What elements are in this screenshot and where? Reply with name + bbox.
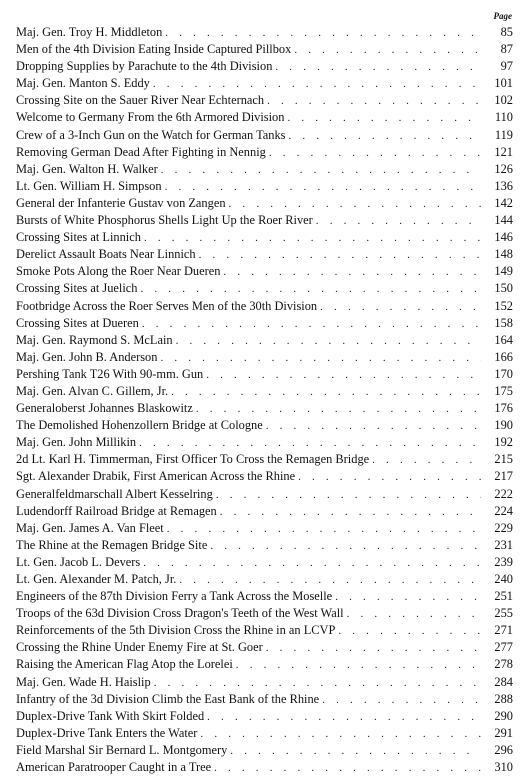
dot-leader — [322, 692, 481, 708]
entry-page-number: 152 — [494, 298, 513, 313]
entry-page-number: 190 — [494, 418, 513, 433]
list-item — [16, 178, 513, 195]
entry-title: Ludendorff Railroad Bridge at Remagen — [16, 503, 217, 518]
list-item — [16, 759, 513, 776]
list-item — [16, 400, 513, 417]
entry-title: Crew of a 3-Inch Gun on the Watch for German Tanks — [16, 127, 286, 142]
entry-page-number: 150 — [494, 281, 513, 296]
dot-leader — [266, 640, 481, 656]
list-item — [16, 742, 513, 759]
list-item — [16, 639, 513, 656]
dot-leader — [223, 264, 481, 280]
entry-title: General der Infanterie Gustav von Zangen — [16, 195, 226, 210]
dot-leader — [294, 42, 481, 58]
entry-page-number: 148 — [494, 247, 513, 262]
entry-title: Maj. Gen. James A. Van Fleet — [16, 520, 164, 535]
entry-title: Generaloberst Johannes Blaskowitz — [16, 401, 193, 416]
entry-title: Men of the 4th Division Eating Inside Captured Pillbox — [16, 42, 292, 57]
entry-title: Infantry of the 3d Division Climb the East Bank of the Rhine — [16, 691, 320, 706]
entry-title: Maj. Gen. John Millikin — [16, 435, 137, 450]
list-item — [16, 349, 513, 366]
dot-leader — [144, 230, 481, 246]
list-item — [16, 571, 513, 588]
entry-title: Lt. Gen. Jacob L. Devers — [16, 554, 141, 569]
list-item — [16, 58, 513, 75]
dot-leader — [320, 299, 481, 315]
entry-page-number: 101 — [494, 76, 513, 91]
dot-leader — [275, 59, 481, 75]
list-item — [16, 383, 513, 400]
dot-leader — [269, 145, 481, 161]
list-item — [16, 280, 513, 297]
entry-title: Crossing Sites at Juelich — [16, 281, 138, 296]
list-item — [16, 725, 513, 742]
dot-leader — [266, 418, 481, 434]
dot-leader — [176, 333, 481, 349]
entry-title: Lt. Gen. Alexander M. Patch, Jr. — [16, 572, 177, 586]
entry-page-number: 255 — [494, 606, 513, 621]
list-item — [16, 212, 513, 229]
entry-page-number: 215 — [494, 452, 513, 467]
dot-leader — [161, 162, 481, 178]
dot-leader — [160, 350, 481, 366]
list-item — [16, 127, 513, 144]
entry-title: Reinforcements of the 5th Division Cross the Rhine in an LCVP — [16, 623, 336, 638]
entry-page-number: 288 — [494, 691, 513, 706]
list-item — [16, 434, 513, 451]
dot-leader — [210, 538, 481, 554]
dot-leader — [230, 743, 481, 759]
list-item — [16, 263, 513, 280]
entry-title: Engineers of the 87th Division Ferry a Tank Across the Moselle — [16, 589, 333, 604]
dot-leader — [171, 384, 481, 400]
entry-title: The Demolished Hohenzollern Bridge at Cologne — [16, 418, 263, 433]
dot-leader — [216, 487, 481, 503]
dot-leader — [165, 179, 481, 195]
list-item — [16, 451, 513, 468]
entry-title: Lt. Gen. William H. Simpson — [16, 178, 162, 193]
entry-page-number: 85 — [500, 25, 513, 39]
dot-leader — [139, 435, 481, 451]
dot-leader — [220, 504, 481, 520]
entry-title: Footbridge Across the Roer Serves Men of the 30th Division — [16, 298, 318, 313]
entry-page-number: 119 — [494, 127, 513, 142]
entry-page-number: 97 — [500, 59, 513, 74]
entry-page-number: 126 — [494, 161, 513, 176]
dot-leader — [196, 401, 481, 417]
entry-title: Crossing Sites at Dueren — [16, 315, 139, 330]
entry-title: Maj. Gen. John B. Anderson — [16, 349, 158, 364]
list-item — [16, 246, 513, 263]
list-item — [16, 605, 513, 622]
list-item — [16, 298, 513, 315]
entry-title: Derelict Assault Boats Near Linnich — [16, 247, 196, 262]
entry-page-number: 224 — [494, 503, 513, 518]
list-item — [16, 366, 513, 383]
entry-title: Maj. Gen. Wade H. Haislip — [16, 674, 151, 689]
list-item — [16, 691, 513, 708]
dot-leader — [207, 709, 481, 725]
dot-leader — [153, 76, 481, 92]
entry-title: Maj. Gen. Alvan C. Gillem, Jr. — [16, 383, 169, 398]
list-item — [16, 92, 513, 109]
entry-title: Maj. Gen. Manton S. Eddy — [16, 76, 150, 91]
entry-page-number: 170 — [494, 366, 513, 381]
dot-leader — [338, 623, 481, 639]
entry-page-number: 240 — [494, 572, 513, 586]
dot-leader — [335, 589, 481, 605]
list-item — [16, 144, 513, 161]
entry-title: Maj. Gen. Raymond S. McLain — [16, 332, 173, 347]
dot-leader — [267, 93, 481, 109]
entry-page-number: 144 — [494, 213, 513, 228]
page-column-header: Page — [493, 11, 512, 21]
dot-leader — [165, 25, 481, 41]
dot-leader — [214, 760, 481, 776]
dot-leader — [236, 657, 481, 673]
list-item — [16, 708, 513, 725]
entry-page-number: 296 — [494, 742, 513, 757]
entry-page-number: 229 — [494, 520, 513, 535]
dot-leader — [347, 606, 481, 622]
entry-title: Bursts of White Phosphorus Shells Light Up the Roer River — [16, 213, 313, 228]
entry-page-number: 277 — [494, 640, 513, 655]
entry-page-number: 121 — [494, 144, 513, 159]
entry-page-number: 175 — [494, 383, 513, 398]
entry-page-number: 164 — [494, 332, 513, 347]
dot-leader — [289, 128, 481, 144]
entry-title: Welcome to Germany From the 6th Armored Division — [16, 110, 285, 125]
entry-page-number: 192 — [494, 435, 513, 450]
entry-page-number: 291 — [494, 725, 513, 740]
entry-page-number: 110 — [494, 110, 513, 125]
entry-title: Maj. Gen. Troy H. Middleton — [16, 25, 163, 39]
list-item — [16, 195, 513, 212]
dot-leader — [298, 469, 481, 485]
list-item — [16, 537, 513, 554]
entry-page-number: 136 — [494, 178, 513, 193]
entry-page-number: 149 — [494, 264, 513, 279]
dot-leader — [179, 572, 481, 588]
dot-leader — [229, 196, 481, 212]
dot-leader — [199, 247, 481, 263]
entry-page-number: 222 — [494, 486, 513, 501]
list-item — [16, 520, 513, 537]
entry-title: Generalfeldmarschall Albert Kesselring — [16, 486, 213, 501]
list-item — [16, 656, 513, 673]
dot-leader — [142, 316, 481, 332]
entry-title: Crossing Sites at Linnich — [16, 230, 141, 245]
entry-page-number: 146 — [494, 230, 513, 245]
dot-leader — [287, 110, 481, 126]
entry-title: 2d Lt. Karl H. Timmerman, First Officer To Cross the Remagen Bridge — [16, 452, 370, 467]
toc-page — [16, 8, 513, 776]
entry-title: Raising the American Flag Atop the Lorelei — [16, 657, 233, 672]
entry-title: Duplex-Drive Tank With Skirt Folded — [16, 708, 205, 723]
list-item — [16, 622, 513, 639]
dot-leader — [372, 452, 481, 468]
list-item — [16, 109, 513, 126]
list-item — [16, 24, 513, 41]
dot-leader — [200, 726, 481, 742]
list-item — [16, 229, 513, 246]
entry-title: Dropping Supplies by Parachute to the 4th Division — [16, 59, 273, 74]
list-item — [16, 588, 513, 605]
entry-page-number: 158 — [494, 315, 513, 330]
list-item — [16, 332, 513, 349]
dot-leader — [154, 675, 481, 691]
list-item — [16, 75, 513, 92]
dot-leader — [141, 281, 482, 297]
dot-leader — [143, 555, 481, 571]
list-item — [16, 486, 513, 503]
entry-page-number: 251 — [494, 589, 513, 604]
dot-leader — [316, 213, 481, 229]
entry-title: Sgt. Alexander Drabik, First American Across the Rhine — [16, 469, 296, 484]
list-item — [16, 503, 513, 520]
entry-page-number: 231 — [494, 537, 513, 552]
list-item — [16, 41, 513, 58]
entry-page-number: 217 — [494, 469, 513, 484]
entry-title: Duplex-Drive Tank Enters the Water — [16, 725, 198, 740]
list-item — [16, 417, 513, 434]
entry-title: Removing German Dead After Fighting in Nennig — [16, 144, 266, 159]
entry-title: Troops of the 63d Division Cross Dragon's Teeth of the West Wall — [16, 606, 344, 621]
entry-page-number: 310 — [494, 760, 513, 775]
entry-page-number: 284 — [494, 674, 513, 689]
list-item — [16, 161, 513, 178]
entry-title: American Paratrooper Caught in a Tree — [16, 760, 212, 775]
dot-leader — [167, 521, 481, 537]
entry-page-number: 290 — [494, 708, 513, 723]
entry-title: Smoke Pots Along the Roer Near Dueren — [16, 264, 221, 279]
list-item — [16, 674, 513, 691]
list-item — [16, 468, 513, 485]
entry-page-number: 102 — [494, 93, 513, 108]
entry-page-number: 142 — [494, 195, 513, 210]
entry-title: Maj. Gen. Walton H. Walker — [16, 161, 158, 176]
illustrations-list — [16, 24, 513, 776]
list-item — [16, 554, 513, 571]
entry-page-number: 87 — [500, 42, 513, 57]
entry-page-number: 176 — [494, 401, 513, 416]
entry-page-number: 271 — [494, 623, 513, 638]
entry-title: Pershing Tank T26 With 90-mm. Gun — [16, 366, 204, 381]
entry-page-number: 278 — [494, 657, 513, 672]
dot-leader — [206, 367, 481, 383]
entry-title: Crossing the Rhine Under Enemy Fire at St. Goer — [16, 640, 263, 655]
list-item — [16, 315, 513, 332]
entry-page-number: 166 — [494, 349, 513, 364]
entry-title: Field Marshal Sir Bernard L. Montgomery — [16, 742, 228, 757]
entry-title: The Rhine at the Remagen Bridge Site — [16, 537, 208, 552]
entry-title: Crossing Site on the Sauer River Near Echternach — [16, 93, 265, 108]
entry-page-number: 239 — [494, 554, 513, 569]
